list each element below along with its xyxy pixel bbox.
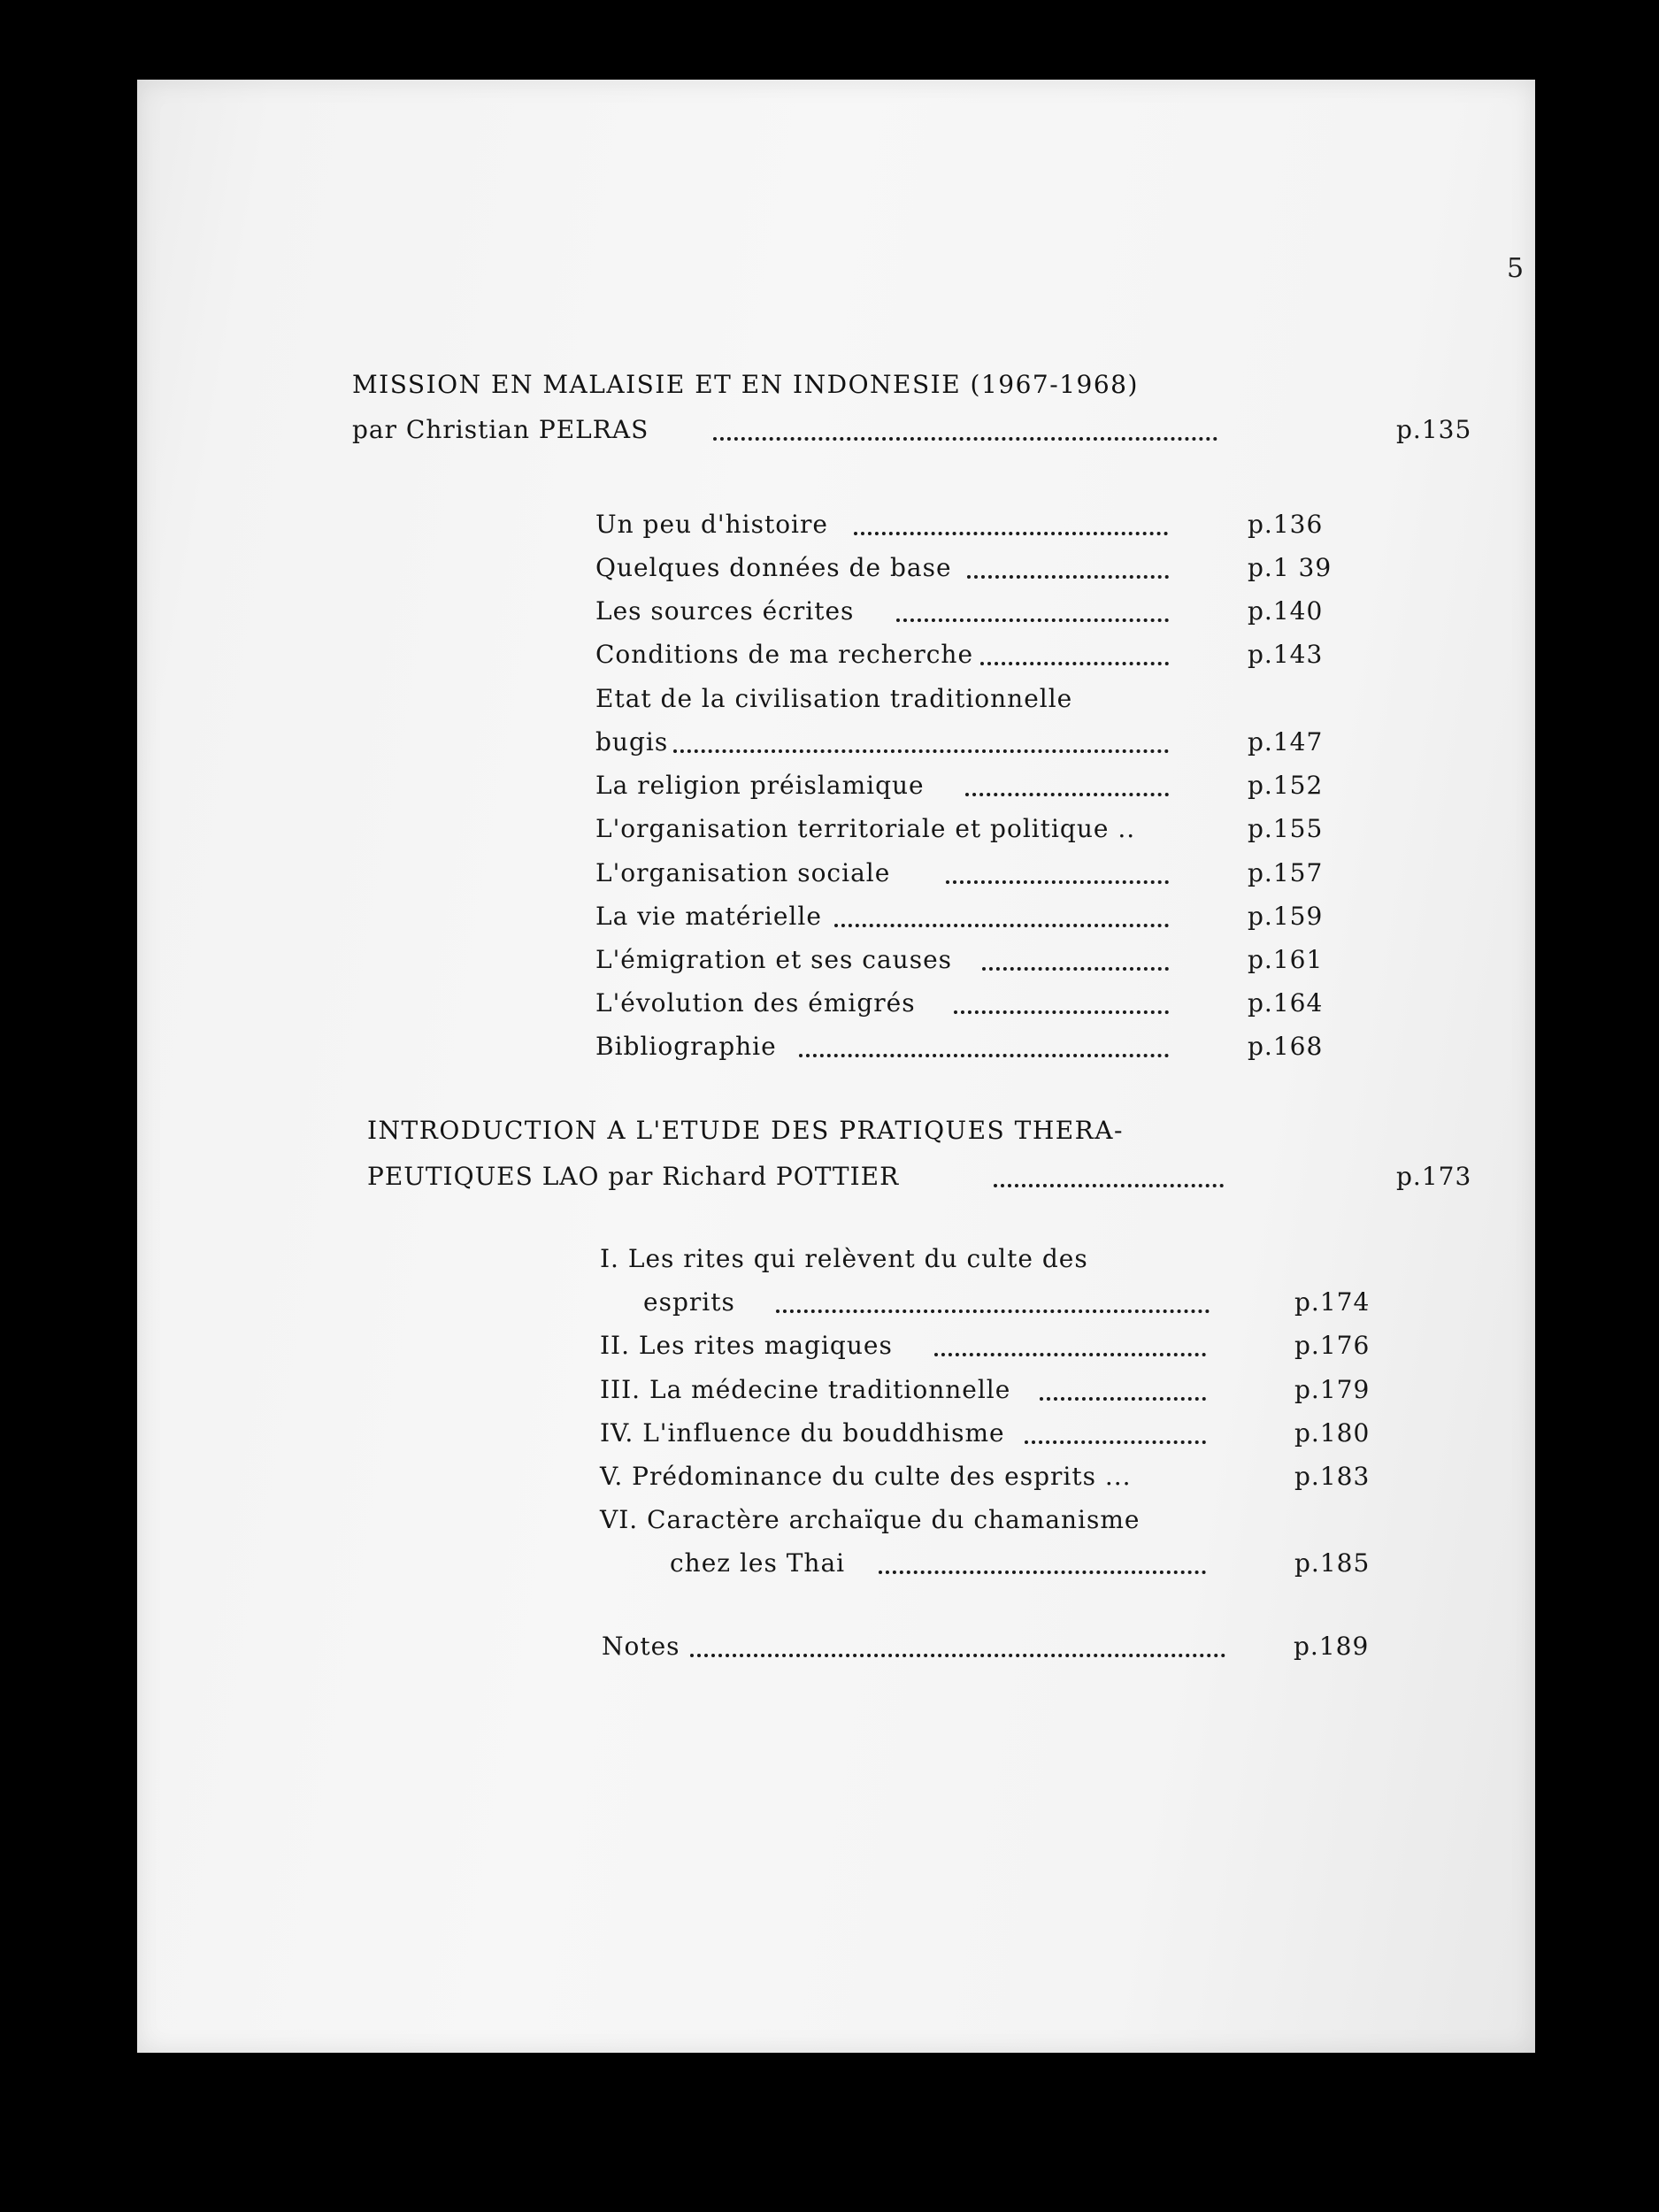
toc-entry-page: p.159 xyxy=(1248,902,1324,931)
toc-entry-title: IV. L'influence du bouddhisme xyxy=(600,1418,1005,1448)
toc-entry-page: p.1 39 xyxy=(1248,553,1333,582)
toc-entry-page: p.189 xyxy=(1294,1632,1370,1661)
toc-entry-title: Etat de la civilisation traditionnelle xyxy=(595,684,1073,713)
document-page xyxy=(137,80,1535,2053)
toc-entry-title: L'organisation sociale xyxy=(595,858,891,887)
toc-entry-page: p.143 xyxy=(1248,640,1324,669)
toc-entry-page: p.183 xyxy=(1294,1462,1371,1491)
toc-entry-page: p.168 xyxy=(1248,1032,1324,1061)
toc-entry-page: p.180 xyxy=(1294,1418,1371,1448)
toc-entry-page: p.140 xyxy=(1248,596,1324,626)
section-heading: INTRODUCTION A L'ETUDE DES PRATIQUES THERA- xyxy=(367,1116,1124,1145)
page-number: 5 xyxy=(1507,253,1525,284)
dot-leader xyxy=(834,924,1169,927)
toc-entry-page: p.185 xyxy=(1294,1548,1371,1578)
toc-entry-title: V. Prédominance du culte des esprits ... xyxy=(600,1462,1132,1491)
toc-entry-title: esprits xyxy=(643,1287,735,1317)
toc-entry-title: Bibliographie xyxy=(595,1032,777,1061)
dot-leader xyxy=(980,662,1169,665)
dot-leader xyxy=(854,532,1168,535)
toc-entry-title: Les sources écrites xyxy=(595,596,855,626)
toc-entry-title: II. Les rites magiques xyxy=(600,1331,893,1360)
dot-leader xyxy=(982,967,1169,971)
toc-entry-title: I. Les rites qui relèvent du culte des xyxy=(600,1244,1088,1273)
toc-entry-page: p.176 xyxy=(1294,1331,1371,1360)
dot-leader xyxy=(934,1353,1206,1356)
toc-entry-page: p.179 xyxy=(1294,1375,1371,1404)
dot-leader xyxy=(954,1010,1169,1014)
toc-entry-page: p.157 xyxy=(1248,858,1324,887)
toc-entry-page: p.173 xyxy=(1396,1162,1472,1191)
dot-leader xyxy=(713,437,1217,441)
toc-entry-title: Notes xyxy=(602,1632,680,1661)
dot-leader xyxy=(896,618,1169,622)
toc-entry-page: p.161 xyxy=(1248,945,1324,974)
toc-entry-title: VI. Caractère archaïque du chamanisme xyxy=(600,1505,1141,1534)
toc-entry-title: Quelques données de base xyxy=(595,553,952,582)
dot-leader xyxy=(690,1654,1225,1657)
toc-entry-title: Conditions de ma recherche xyxy=(595,640,974,669)
toc-entry-page: p.164 xyxy=(1248,988,1324,1018)
toc-entry-title: PEUTIQUES LAO par Richard POTTIER xyxy=(367,1162,900,1191)
dot-leader xyxy=(776,1310,1210,1313)
toc-entry-title: bugis xyxy=(595,727,669,757)
toc-entry-page: p.136 xyxy=(1248,510,1324,539)
dot-leader xyxy=(1025,1440,1206,1444)
section-heading: MISSION EN MALAISIE ET EN INDONESIE (1967-1968) xyxy=(352,370,1139,399)
toc-entry-title: par Christian PELRAS xyxy=(352,415,649,444)
toc-entry-page: p.174 xyxy=(1294,1287,1371,1317)
dot-leader xyxy=(965,793,1169,796)
dot-leader xyxy=(879,1571,1206,1574)
dot-leader xyxy=(799,1054,1169,1057)
toc-entry-page: p.147 xyxy=(1248,727,1324,757)
toc-entry-title: L'émigration et ses causes xyxy=(595,945,953,974)
toc-entry-title: L'organisation territoriale et politique .. xyxy=(595,814,1136,843)
dot-leader xyxy=(946,880,1169,884)
toc-entry-title: chez les Thai xyxy=(670,1548,846,1578)
toc-entry-page: p.152 xyxy=(1248,771,1324,800)
toc-entry-title: La religion préislamique xyxy=(595,771,925,800)
dot-leader xyxy=(673,749,1169,753)
dot-leader xyxy=(967,575,1169,579)
toc-entry-title: III. La médecine traditionnelle xyxy=(600,1375,1011,1404)
toc-entry-page: p.135 xyxy=(1396,415,1472,444)
dot-leader xyxy=(1040,1397,1206,1401)
toc-entry-title: Un peu d'histoire xyxy=(595,510,828,539)
toc-entry-title: La vie matérielle xyxy=(595,902,822,931)
toc-entry-title: L'évolution des émigrés xyxy=(595,988,916,1018)
toc-entry-page: p.155 xyxy=(1248,814,1324,843)
dot-leader xyxy=(994,1184,1224,1187)
